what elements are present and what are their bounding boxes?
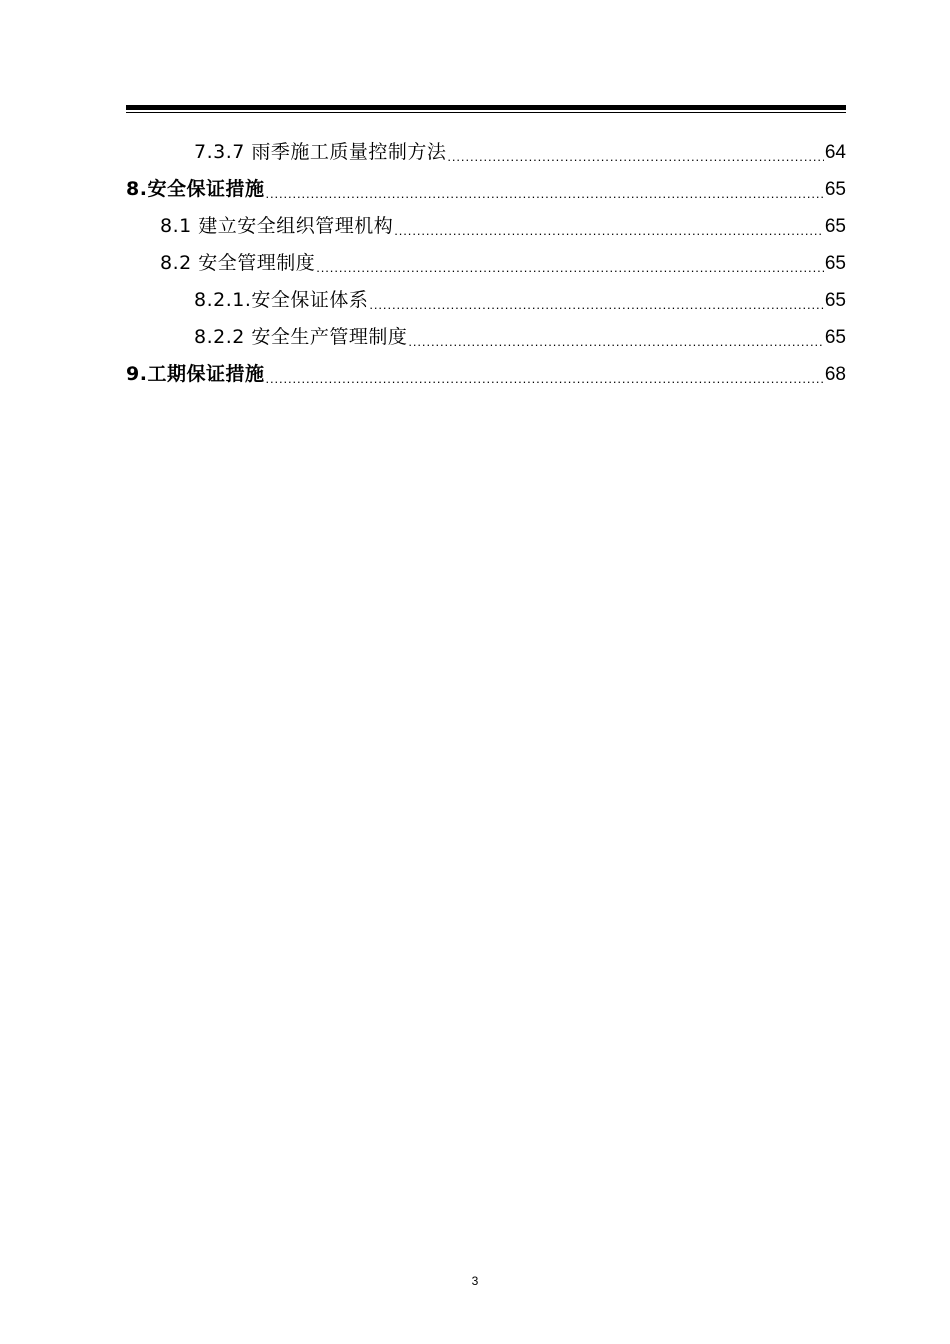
toc-entry-page: 65: [824, 179, 846, 200]
toc-dot-leader: [265, 356, 823, 393]
toc-entry-page: 65: [824, 290, 846, 311]
toc-entry[interactable]: [126, 171, 846, 208]
page-number: 3: [471, 1274, 479, 1288]
toc-entry-page: 68: [824, 364, 846, 385]
toc-entry[interactable]: [126, 134, 846, 171]
toc-entry-title: 8.2 安全管理制度: [160, 252, 316, 274]
toc-entry[interactable]: [126, 208, 846, 245]
toc-entry-title: 8.安全保证措施: [126, 178, 265, 200]
toc-entry-page: 65: [824, 216, 846, 237]
toc-entry[interactable]: [126, 356, 846, 393]
toc-entry-page: 65: [824, 253, 846, 274]
toc-entry[interactable]: [126, 245, 846, 282]
toc-dot-leader: [447, 134, 823, 171]
toc-entry-title: 8.2.2 安全生产管理制度: [194, 326, 408, 348]
toc-entry-page: 65: [824, 327, 846, 348]
toc-dot-leader: [316, 245, 824, 282]
header-rule-thin: [126, 112, 846, 113]
header-rule-thick: [126, 105, 846, 110]
table-of-contents: [126, 134, 846, 393]
toc-entry-title: 7.3.7 雨季施工质量控制方法: [194, 141, 447, 163]
toc-dot-leader: [408, 319, 823, 356]
toc-entry-title: 9.工期保证措施: [126, 363, 265, 385]
toc-entry-title: 8.2.1.安全保证体系: [194, 289, 369, 311]
toc-entry[interactable]: [126, 319, 846, 356]
toc-dot-leader: [369, 282, 823, 319]
toc-entry[interactable]: [126, 282, 846, 319]
toc-dot-leader: [265, 171, 823, 208]
toc-entry-title: 8.1 建立安全组织管理机构: [160, 215, 394, 237]
toc-entry-page: 64: [824, 142, 846, 163]
toc-dot-leader: [394, 208, 824, 245]
